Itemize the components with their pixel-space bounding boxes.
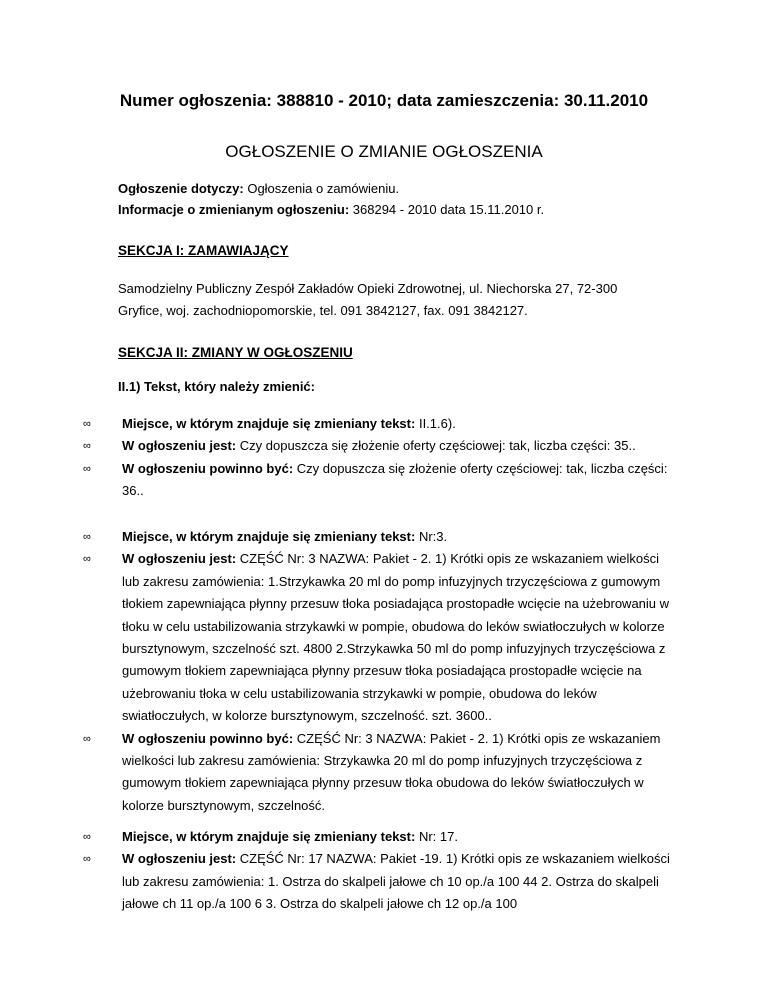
change-should-be-item [83,728,678,818]
change-is-item [83,548,678,727]
notice-meta [118,178,678,220]
infinity-bullet-icon: ∞ [83,418,91,430]
meta-concerns-label: Ogłoszenie dotyczy: [118,181,244,196]
change-group-3 [83,826,678,916]
change-group-1 [83,413,678,503]
should-be-value: CZĘŚĆ Nr: 3 NAZWA: Pakiet - 2. 1) Krótki opis ze wskazaniem wielkości lub zakresu zamówienia: Strzykawka 20 ml do pomp infuzyjnych trzyczęściowa z gumowym tłokiem zapewniająca płynny przesuw tłoka obudowa do leków światłoczułych w kolorze bursztynowym, szczelność. [122,730,661,813]
place-label: Miejsce, w którym znajduje się zmieniany tekst: [122,829,416,844]
is-value: Czy dopuszcza się złożenie oferty częściowej: tak, liczba części: 35.. [239,438,636,454]
is-label: W ogłoszeniu jest: [122,551,237,567]
meta-concerns-value: Ogłoszenia o zamówieniu. [247,181,400,196]
change-place-item [83,526,678,548]
infinity-bullet-icon: ∞ [83,440,91,453]
place-label: Miejsce, w którym znajduje się zmieniany tekst: [122,416,416,431]
place-value: Nr:3. [418,529,448,544]
place-value: Nr: 17. [418,829,458,844]
infinity-bullet-icon: ∞ [83,853,91,866]
should-be-label: W ogłoszeniu powinno być: [122,730,294,746]
meta-info-label: Informacje o zmienianym ogłoszeniu: [118,202,350,217]
notice-number: Numer ogłoszenia: 388810 - 2010; data zamieszczenia: 30.11.2010 [119,91,649,110]
should-be-value: Czy dopuszcza się złożenie oferty częściowej: tak, liczba części: 36.. [122,460,668,499]
change-place-item [83,413,678,435]
is-value: CZĘŚĆ Nr: 3 NAZWA: Pakiet - 2. 1) Krótki opis ze wskazaniem wielkości lub zakresu zamówienia: 1.Strzykawka 20 ml do pomp infuzyjnych trzyczęściowa z gumowym tłokiem zapewniająca płynny przesuw tłoka posiadająca prostopadłe wcięcie na użebrowaniu w tłoku w celu ustabilizowania strzykawki w pompie, obudowa do leków swiatłoczułych w kolorze bursztynowym, szczelność szt. 4800 2.Strzykawka 50 ml do pomp infuzyjnych trzyczęściowa z gumowym tłokiem zapewniająca płynny przesuw tłoka posiadająca prostopadłe wcięcie na użebrowaniu tłoka w celu ustabilizowania strzykawki w pompie, obudowa do leków swiatłoczułych, w kolorze bursztynowym, szczelność. szt. 3600.. [122,551,670,724]
section-1-heading: SEKCJA I: ZAMAWIAJĄCY [118,243,289,258]
section-2-subheading: II.1) Tekst, który należy zmienić: [118,379,315,394]
infinity-bullet-icon: ∞ [83,462,91,475]
place-value: II.1.6). [418,416,456,431]
is-value: CZĘŚĆ Nr: 17 NAZWA: Pakiet -19. 1) Krótki opis ze wskazaniem wielkości lub zakresu zamówienia: 1. Ostrza do skalpeli jałowe ch 10 op./a 100 44 2. Ostrza do skalpeli jałowe ch 11 op./a 100 6 3. Ostrza do skalpeli jałowe ch 12 op./a 100 [122,851,670,912]
change-is-item [83,435,678,457]
change-should-be-item [83,458,678,503]
change-place-item [83,826,678,848]
infinity-bullet-icon: ∞ [83,732,91,745]
is-label: W ogłoszeniu jest: [122,438,237,454]
document-title: OGŁOSZENIE O ZMIANIE OGŁOSZENIA [225,142,543,161]
place-label: Miejsce, w którym znajduje się zmieniany tekst: [122,529,416,544]
section-2-heading: SEKCJA II: ZMIANY W OGŁOSZENIU [118,345,353,360]
contracting-authority-text: Samodzielny Publiczny Zespół Zakładów Opieki Zdrowotnej, ul. Niechorska 27, 72-300 Gryfice, woj. zachodniopomorskie, tel. 091 3842127, fax. 091 3842127. [118,281,618,318]
should-be-label: W ogłoszeniu powinno być: [122,460,294,476]
is-label: W ogłoszeniu jest: [122,851,237,867]
infinity-bullet-icon: ∞ [83,531,91,543]
meta-concerns [118,178,678,199]
change-is-item [83,848,678,915]
infinity-bullet-icon: ∞ [83,831,91,843]
meta-changed-notice-info [118,199,678,220]
change-group-2 [83,526,678,817]
infinity-bullet-icon: ∞ [83,553,91,566]
meta-info-value: 368294 - 2010 data 15.11.2010 r. [352,202,545,217]
